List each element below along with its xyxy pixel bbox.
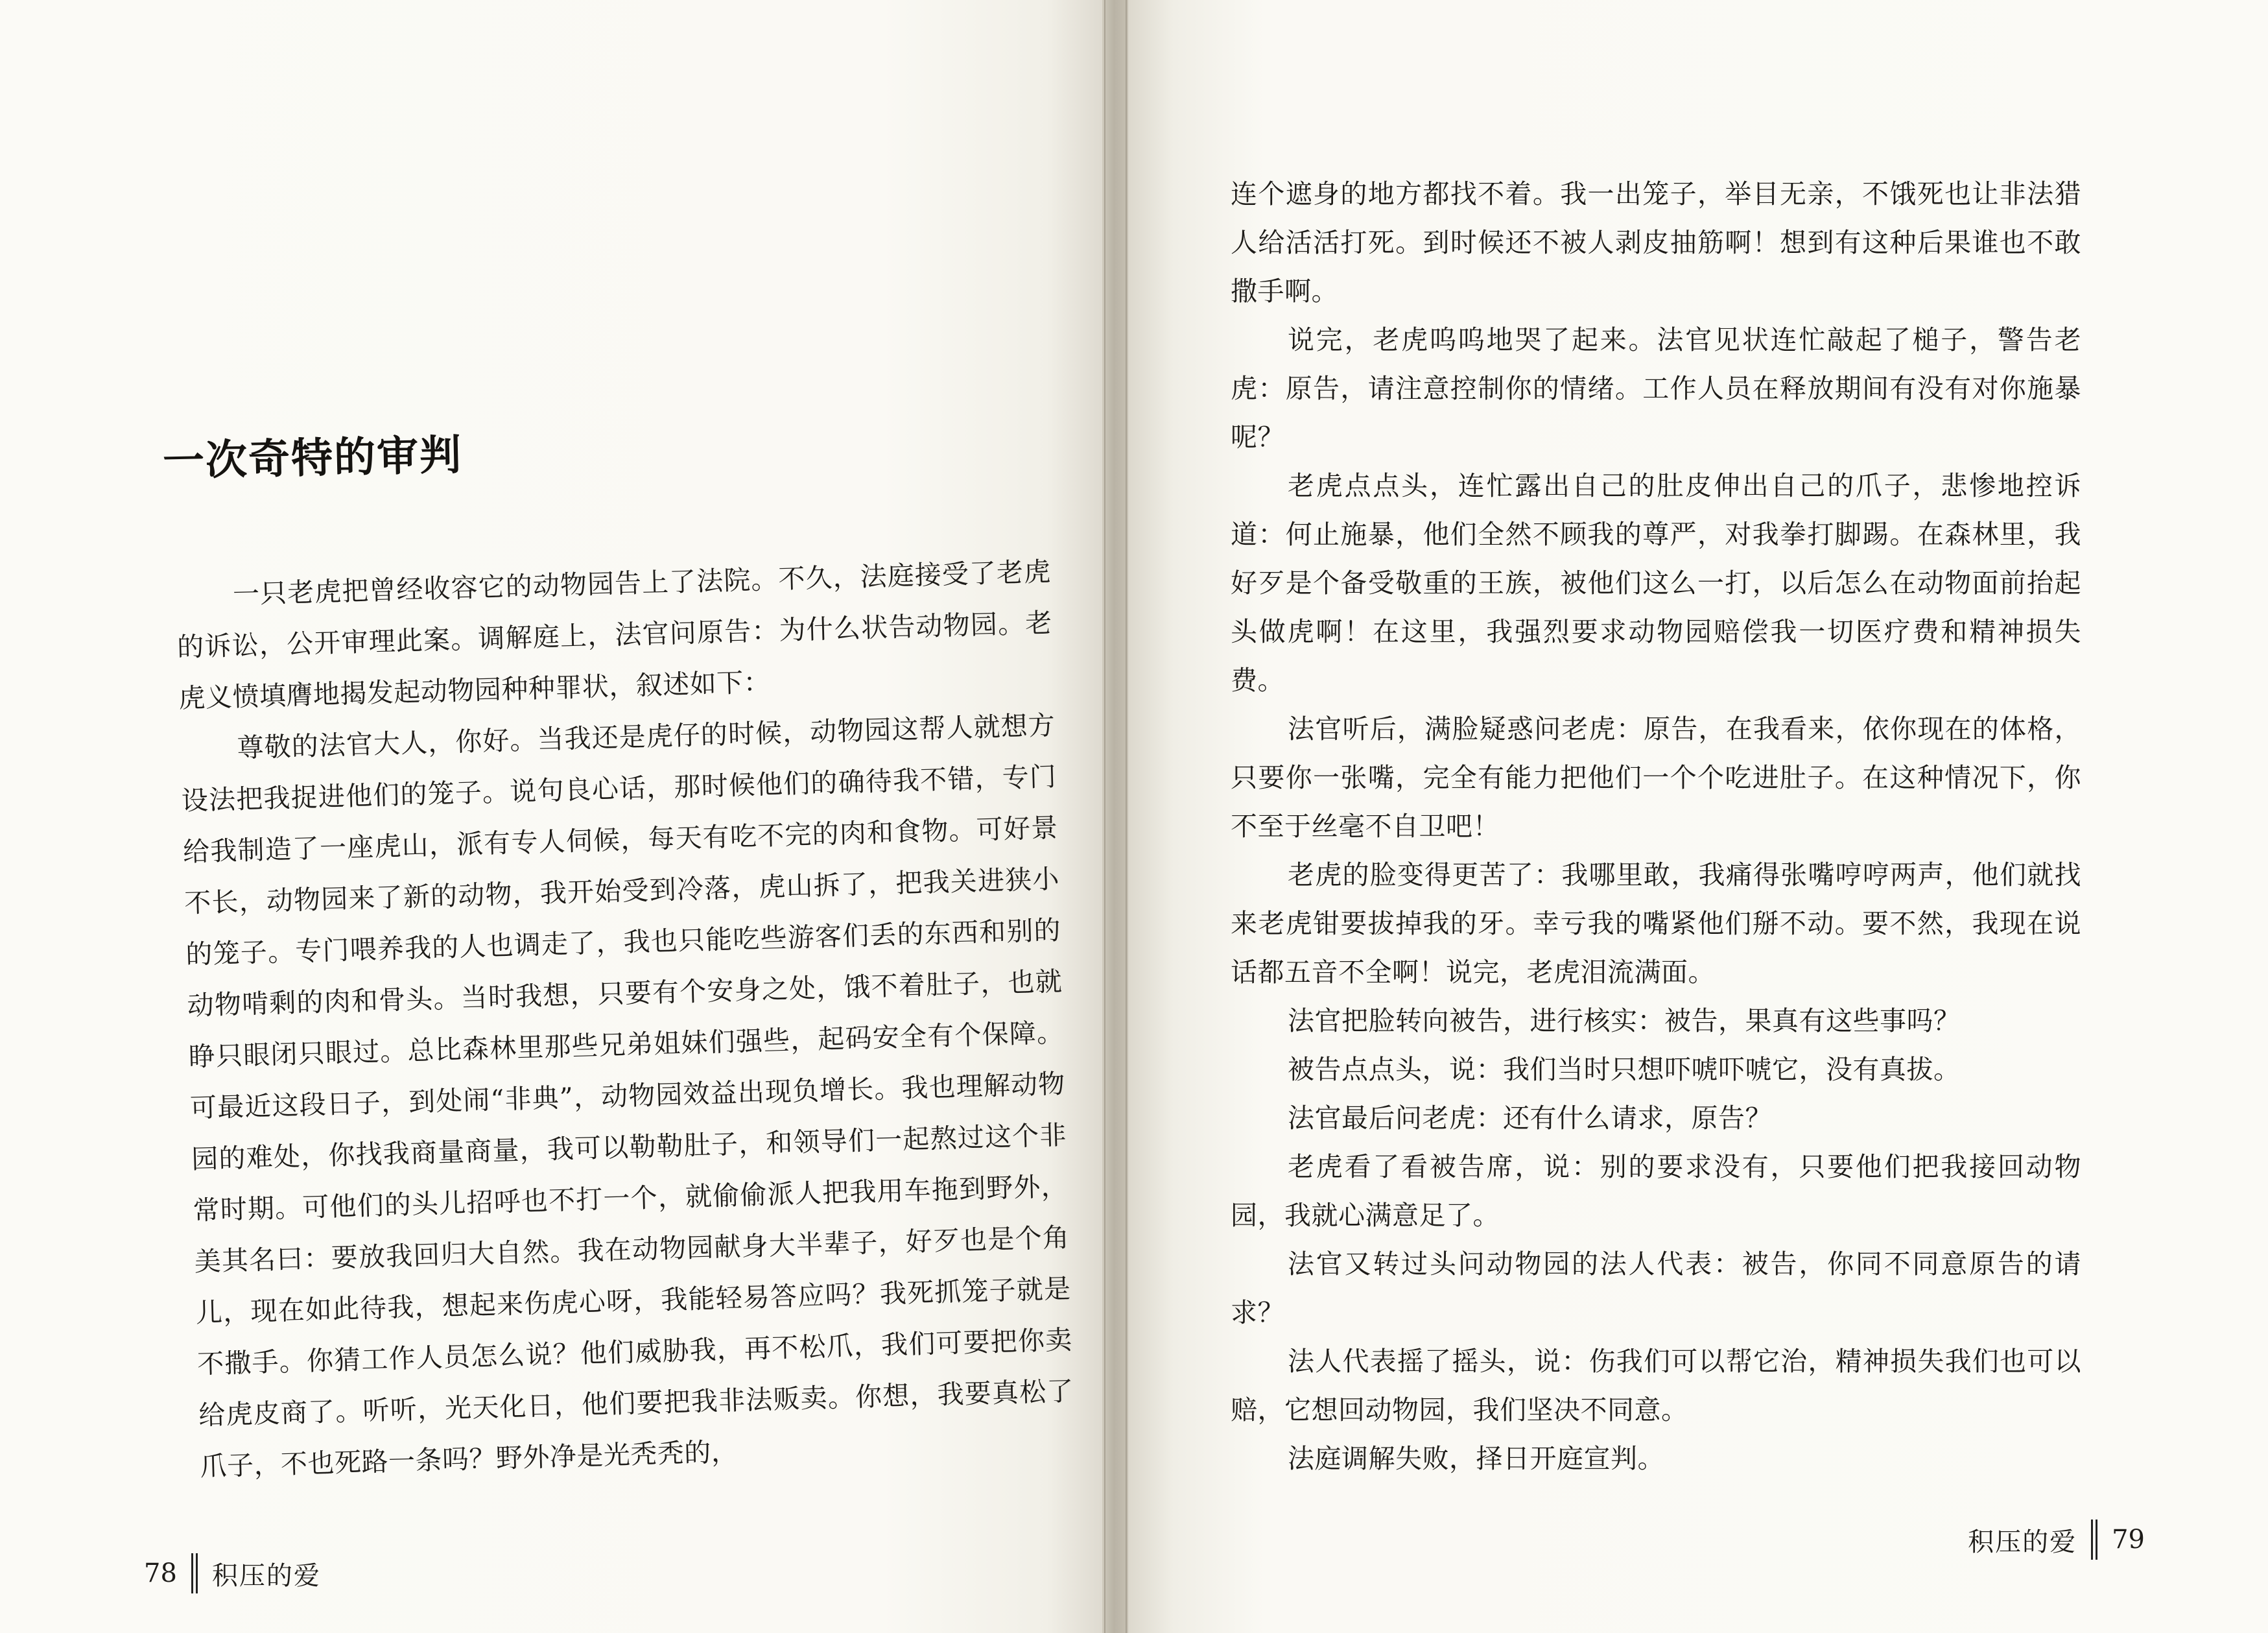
- running-title: 积压的爱: [1968, 1527, 2077, 1557]
- paragraph: 说完，老虎呜呜地哭了起来。法官见状连忙敲起了槌子，警告老虎：原告，请注意控制你的情绪。工作人员在释放期间有没有对你施暴呢？: [1231, 324, 2081, 453]
- book-gutter: [1102, 0, 1128, 1633]
- left-page-body: [175, 546, 1076, 1492]
- paragraph: 老虎点点头，连忙露出自己的肚皮伸出自己的爪子，悲惨地控诉道：何止施暴，他们全然不顾我的尊严，对我拳打脚踢。在森林里，我好歹是个备受敬重的王族，被他们这么一打，以后怎么在动物面前抬起头做虎啊！在这里，我强烈要求动物园赔偿我一切医疗费和精神损失费。: [1231, 470, 2081, 696]
- right-page-footer: [1968, 1520, 2145, 1560]
- paragraph: 法庭调解失败，择日开庭宣判。: [1288, 1443, 1664, 1474]
- page-number: 78: [144, 1558, 177, 1588]
- right-page-body: [1231, 170, 2081, 1483]
- footer-divider: [191, 1553, 198, 1593]
- page-edge: [1126, 0, 1127, 1633]
- left-page: [0, 0, 1102, 1633]
- paragraph: 老虎的脸变得更苦了：我哪里敢，我痛得张嘴哼哼两声，他们就找来老虎钳要拔掉我的牙。幸亏我的嘴紧他们掰不动。要不然，我现在说话都五音不全啊！说完，老虎泪流满面。: [1231, 859, 2081, 988]
- paragraph: 法官把脸转向被告，进行核实：被告，果真有这些事吗？: [1288, 1005, 1961, 1036]
- paragraph: 法官最后问老虎：还有什么请求，原告？: [1288, 1103, 1772, 1134]
- paragraph: 老虎看了看被告席，说：别的要求没有，只要他们把我接回动物园，我就心满意足了。: [1231, 1151, 2081, 1231]
- paragraph: 一只老虎把曾经收容它的动物园告上了法院。不久，法庭接受了老虎的诉讼，公开审理此案。调解庭上，法官问原告：为什么状告动物园。老虎义愤填膺地揭发起动物园种种罪状，叙述如下：: [176, 556, 1053, 714]
- paragraph: 被告点点头，说：我们当时只想吓唬吓唬它，没有真拔。: [1288, 1054, 1961, 1085]
- page-edge: [1104, 0, 1105, 1633]
- page-number: 79: [2112, 1525, 2145, 1555]
- paragraph: 连个遮身的地方都找不着。我一出笼子，举目无亲，不饿死也让非法猎人给活活打死。到时候还不被人剥皮抽筋啊！想到有这种后果谁也不敢撒手啊。: [1231, 178, 2081, 307]
- paragraph: 法人代表摇了摇头，说：伤我们可以帮它治，精神损失我们也可以赔，它想回动物园，我们坚决不同意。: [1231, 1346, 2081, 1425]
- paragraph: 尊敬的法官大人，你好。当我还是虎仔的时候，动物园这帮人就想方设法把我捉进他们的笼子。说句良心话，那时候他们的确待我不错，专门给我制造了一座虎山，派有专人伺候，每天有吃不完的肉和食物。可好景不长，动物园来了新的动物，我开始受到冷落，虎山拆了，把我关进狭小的笼子。专门喂养我的人也调走了，我也只能吃些游客们丢的东西和别的动物啃剩的肉和骨头。当时我想，只要有个安身之处，饿不着肚子，也就睁只眼闭只眼过。总比森林里那些兄弟姐妹们强些，起码安全有个保障。可最近这段日子，到处闹“非典”，动物园效益出现负增长。我也理解动物园的难处，你找我商量商量，我可以勒勒肚子，和领导们一起熬过这个非常时期。可他们的头儿招呼也不打一个，就偷偷派人把我用车拖到野外，美其名曰：要放我回归大自然。我在动物园献身大半辈子，好歹也是个角儿，现在如此待我，想起来伤虎心呀，我能轻易答应吗？我死抓笼子就是不撒手。你猜工作人员怎么说？他们威胁我，再不松爪，我们可要把你卖给虎皮商了。听听，光天化日，他们要把我非法贩卖。你想，我要真松了爪子，不也死路一条吗？野外净是光秃秃的，: [181, 709, 1074, 1483]
- running-title: 积压的爱: [211, 1560, 321, 1591]
- right-page: [1128, 0, 2268, 1633]
- paragraph: 法官听后，满脸疑惑问老虎：原告，在我看来，依你现在的体格，只要你一张嘴，完全有能力把他们一个个吃进肚子。在这种情况下，你不至于丝毫不自卫吧！: [1231, 713, 2081, 842]
- chapter-title: 一次奇特的审判: [162, 431, 463, 486]
- paragraph: 法官又转过头问动物园的法人代表：被告，你同不同意原告的请求？: [1231, 1248, 2081, 1328]
- footer-divider: [2091, 1520, 2097, 1560]
- left-page-footer: [144, 1553, 321, 1593]
